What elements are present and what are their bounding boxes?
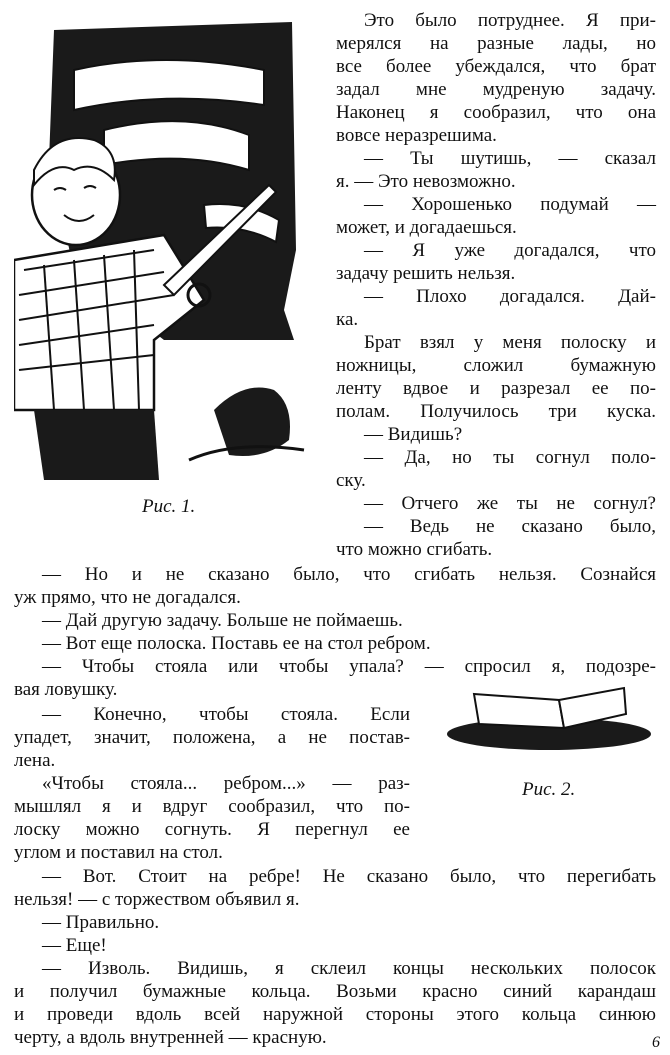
figure-1-caption: Рис. 1. (142, 496, 196, 517)
text-line: — Еще! (42, 935, 107, 956)
page-number: 6 (652, 1034, 660, 1051)
text-line: — Видишь? (364, 424, 463, 445)
text-line: уж прямо, что не догадался. (14, 587, 241, 608)
text-line: полам. Получилось три куска. (336, 401, 656, 422)
text-line: углом и поставил на стол. (14, 842, 223, 863)
boy-with-scissors-illustration (14, 10, 314, 480)
text-line: лена. (14, 750, 56, 771)
text-line: задачу решить нельзя. (336, 263, 516, 284)
text-line: — Но и не сказано было, что сгибать нельзя. Сознайся (42, 564, 656, 585)
text-line: Это было потруднее. Я при- (364, 10, 656, 31)
text-line: — Правильно. (42, 912, 160, 933)
figure-2-caption: Рис. 2. (522, 779, 576, 800)
text-line: мышлял я и вдруг сообразил, что по- (14, 796, 410, 817)
text-line: задал мне мудреную задачу. (336, 79, 656, 100)
text-line: — Чтобы стояла или чтобы упала? — спросил я, подозре- (42, 656, 656, 677)
text-line: черту, а вдоль внутренней — красную. (14, 1027, 327, 1048)
text-line: Брат взял у меня полоску и (364, 332, 656, 353)
text-line: — Ты шутишь, — сказал (364, 148, 656, 169)
text-line: — Ведь не сказано было, (364, 516, 656, 537)
text-line: — Плохо догадался. Дай- (364, 286, 656, 307)
text-line: что можно сгибать. (336, 539, 493, 560)
text-line: и проведи вдоль всей наружной стороны этого кольца синюю (14, 1004, 656, 1025)
text-line: упадет, значит, положена, а не постав- (14, 727, 410, 748)
text-line: — Дай другую задачу. Больше не поймаешь. (42, 610, 403, 631)
text-line: — Вот еще полоска. Поставь ее на стол ребром. (42, 633, 431, 654)
text-line: ка. (336, 309, 359, 330)
text-line: все более убеждался, что брат (336, 56, 656, 77)
text-line: ножницы, сложил бумажную (336, 355, 656, 376)
text-line: может, и догадаешься. (336, 217, 517, 238)
text-line: — Отчего же ты не согнул? (364, 493, 656, 514)
text-line: — Хорошенько подумай — (364, 194, 656, 215)
text-line: — Вот. Стоит на ребре! Не сказано было, что перегибать (42, 866, 656, 887)
text-line: ску. (336, 470, 366, 491)
text-line: — Изволь. Видишь, я склеил концы нескольких полосок (42, 958, 656, 979)
text-line: — Я уже догадался, что (364, 240, 656, 261)
text-line: Наконец я сообразил, что она (336, 102, 656, 123)
text-line: и получил бумажные кольца. Возьми красно синий карандаш (14, 981, 656, 1002)
text-line: мерялся на разные лады, но (336, 33, 656, 54)
text-line: лоску можно согнуть. Я перегнул ее (14, 819, 410, 840)
text-line: «Чтобы стояла... ребром...» — раз- (42, 773, 410, 794)
text-line: вовсе неразрешима. (336, 125, 497, 146)
text-line: вая ловушку. (14, 679, 118, 700)
text-line: ленту вдвое и разрезал ее по- (336, 378, 656, 399)
text-line: я. — Это невозможно. (336, 171, 516, 192)
text-line: нельзя! — с торжеством объявил я. (14, 889, 300, 910)
text-line: — Да, но ты согнул поло- (364, 447, 656, 468)
text-line: — Конечно, чтобы стояла. Если (42, 704, 410, 725)
